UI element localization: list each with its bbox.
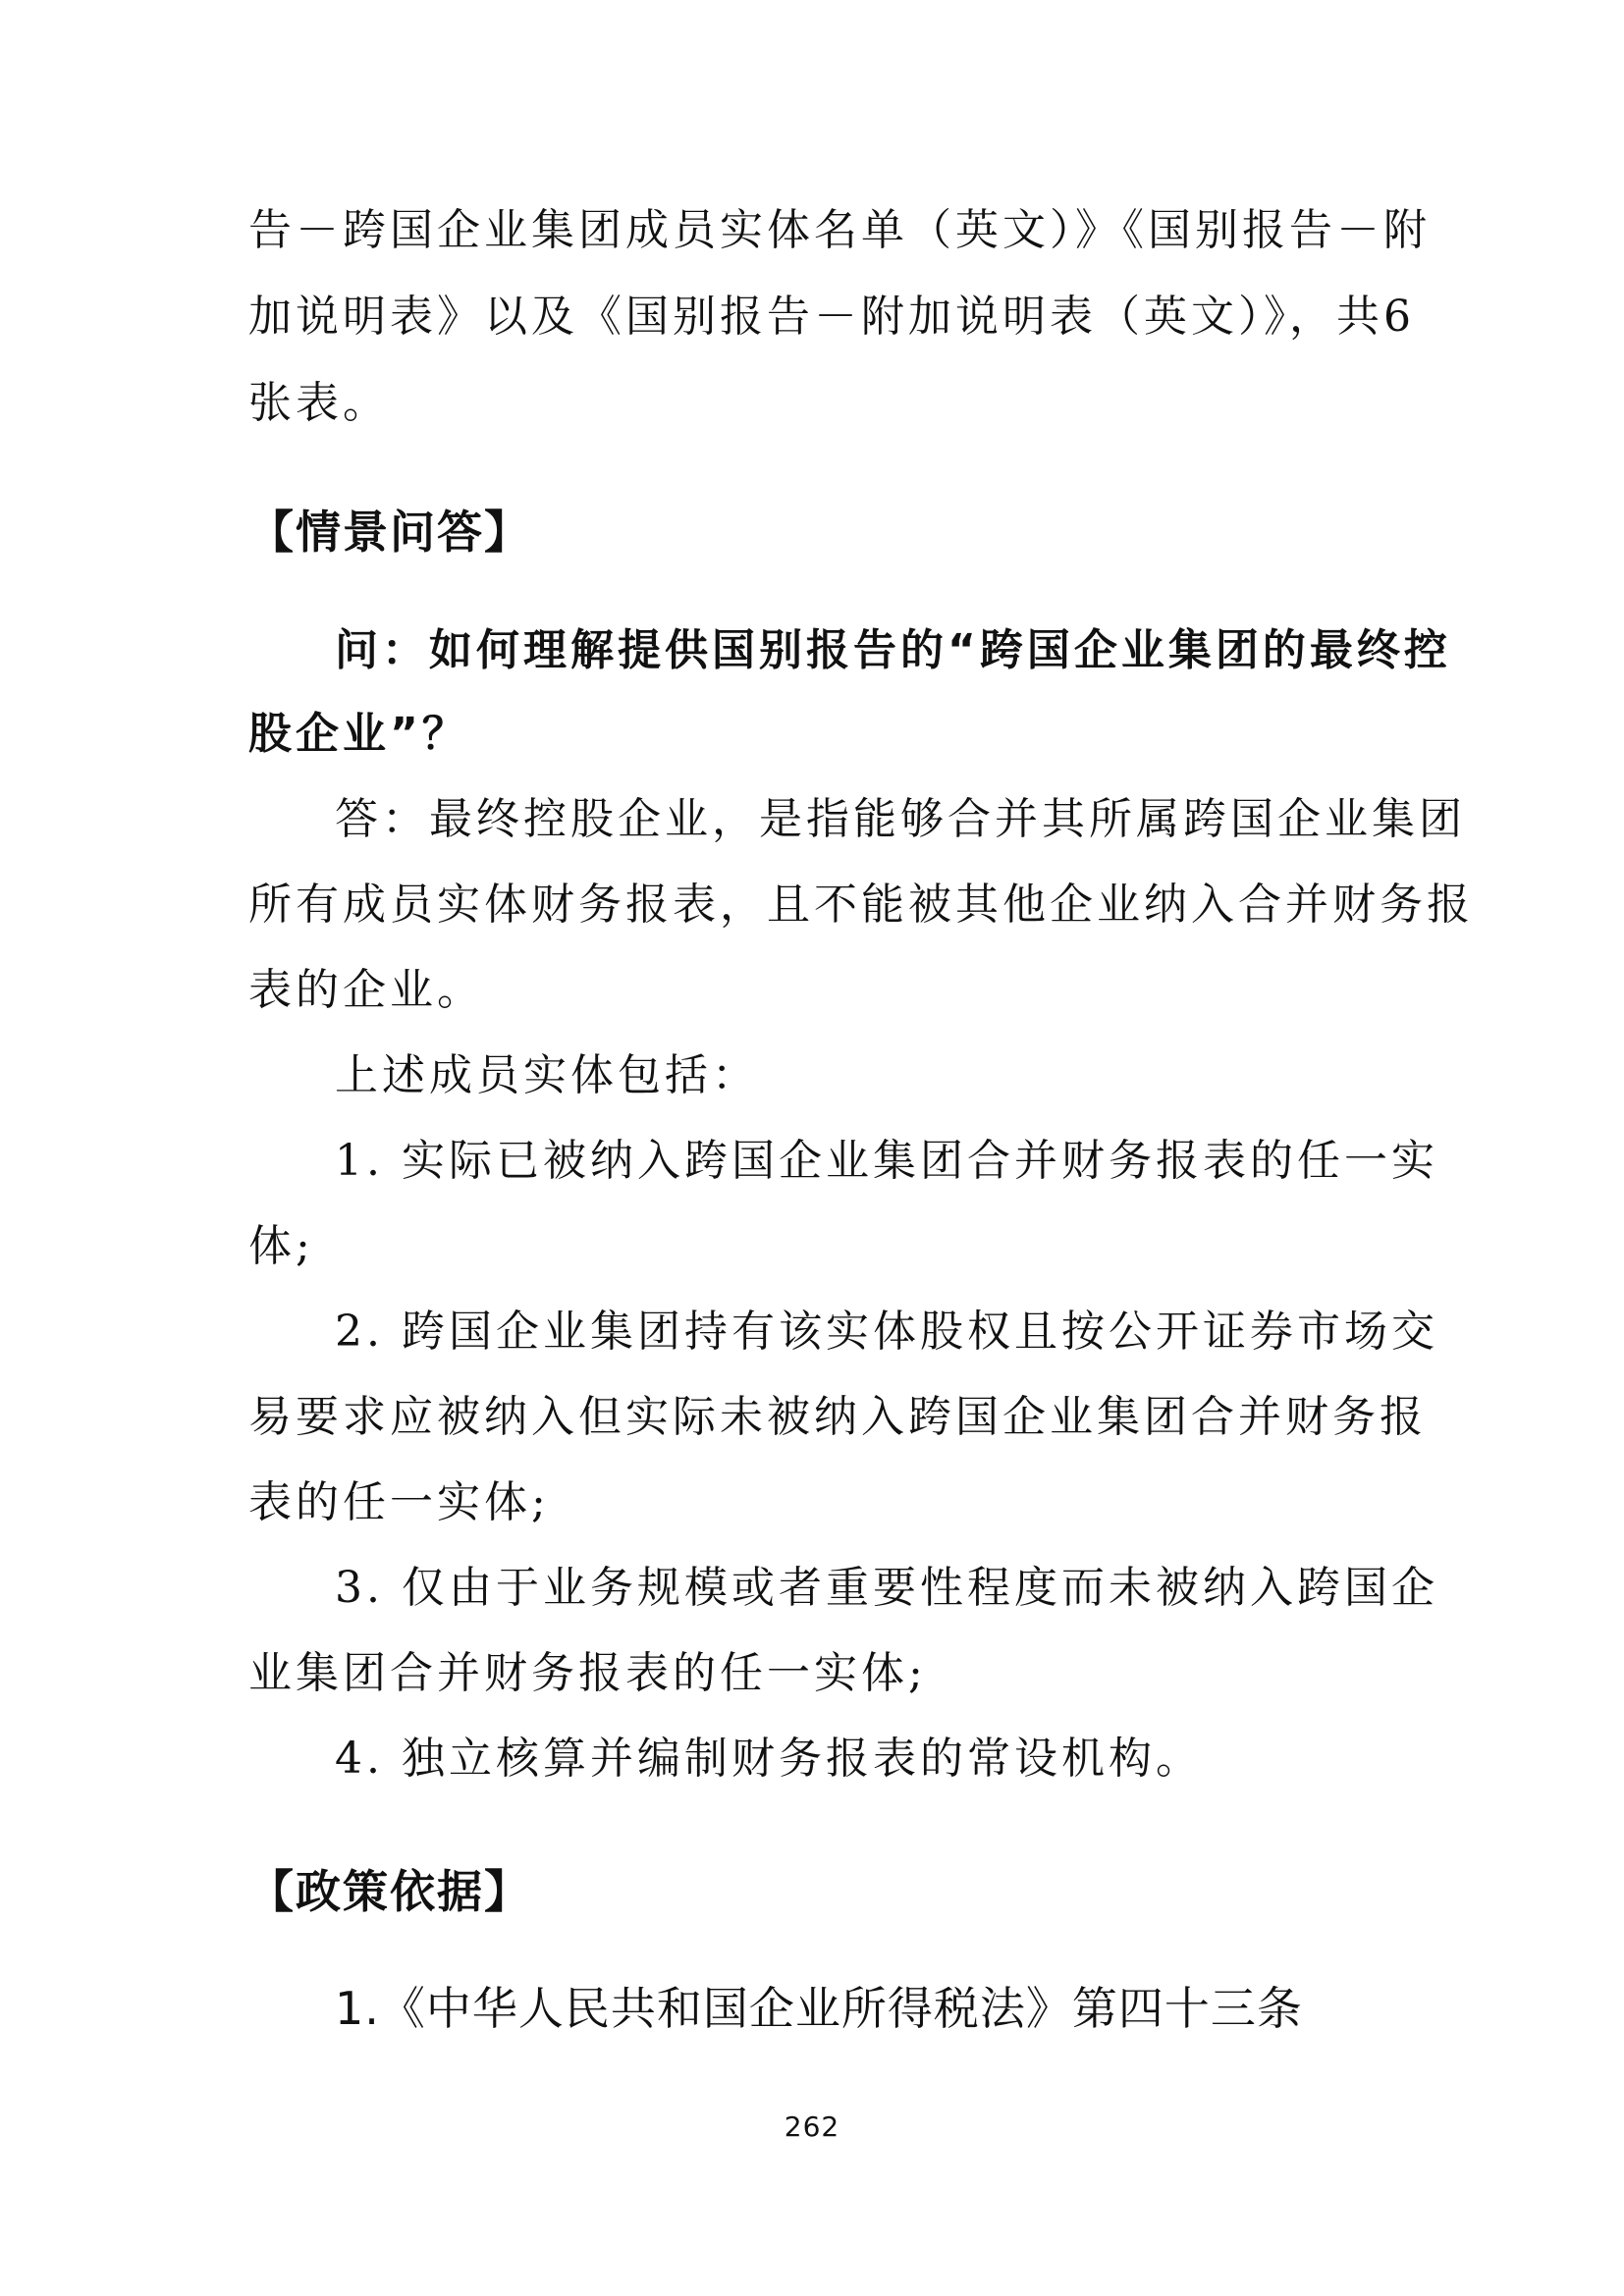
section-heading-qa: 【情景问答】 [248,506,531,559]
list-item-2-line-3: 表的任一实体; [248,1477,550,1527]
answer-line-3: 表的企业。 [248,965,484,1015]
list-item-4-line-1: 4. 独立核算并编制财务报表的常设机构。 [335,1734,1203,1784]
question-line-2: 股企业”？ [248,709,469,759]
list-item-2-line-1: 2. 跨国企业集团持有该实体股权且按公开证券市场交 [335,1307,1438,1357]
list-item-3-line-2: 业集团合并财务报表的任一实体; [248,1648,927,1698]
answer-line-1: 答：最终控股企业，是指能够合并其所属跨国企业集团 [335,794,1466,844]
intro-line-1: 告－跨国企业集团成员实体名单（英文）》《国别报告－附 [248,205,1431,255]
intro-line-2: 加说明表》以及《国别报告－附加说明表（英文）》，共6 [248,292,1415,342]
list-item-2-line-2: 易要求应被纳入但实际未被纳入跨国企业集团合并财务报 [248,1392,1427,1442]
list-item-3-line-1: 3. 仅由于业务规模或者重要性程度而未被纳入跨国企 [335,1563,1438,1613]
list-item-1-line-2: 体; [248,1221,314,1271]
question-line-1: 问：如何理解提供国别报告的“跨国企业集团的最终控 [335,625,1451,675]
policy-item-1: 1.《中华人民共和国企业所得税法》第四十三条 [335,1982,1303,2035]
page-number: 262 [784,2110,840,2143]
list-item-1-line-1: 1. 实际已被纳入跨国企业集团合并财务报表的任一实 [335,1136,1438,1186]
answer-line-2: 所有成员实体财务报表，且不能被其他企业纳入合并财务报 [248,880,1474,930]
section-heading-policy: 【政策依据】 [248,1865,531,1918]
members-intro: 上述成员实体包括： [335,1050,759,1100]
intro-line-3: 张表。 [248,378,390,428]
